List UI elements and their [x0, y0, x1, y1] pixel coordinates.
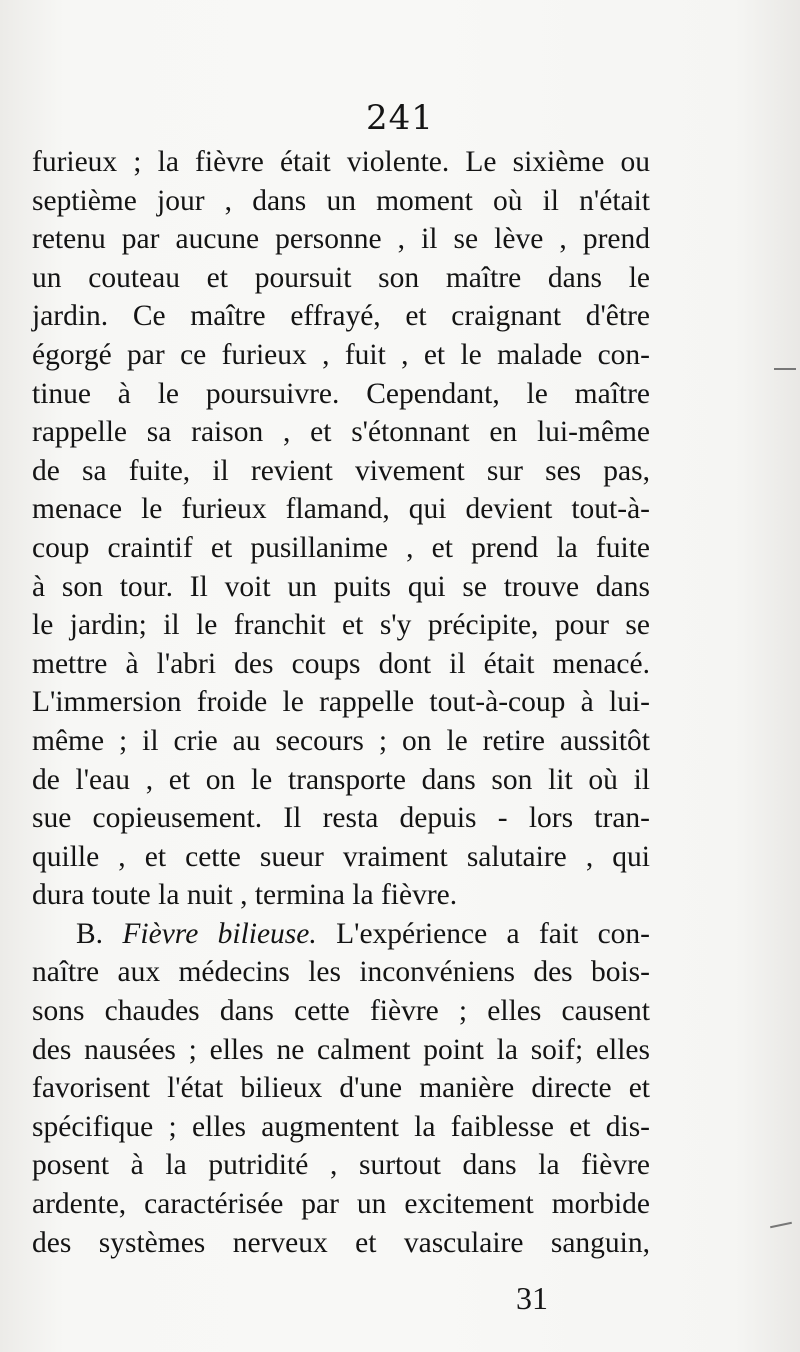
page-number: 241 — [366, 98, 434, 138]
text-line: tinue à le poursuivre. Cependant, le maître — [32, 377, 650, 410]
text-line: furieux ; la fièvre était violente. Le sixième ou — [32, 146, 650, 178]
text-line: des nausées ; elles ne calment point la soif; elles — [32, 1033, 650, 1066]
page-body-text — [32, 143, 650, 1262]
margin-stroke — [774, 368, 796, 370]
signature-mark: 31 — [516, 1280, 548, 1316]
section-label: B. — [76, 917, 104, 950]
text-line: dura toute la nuit , termina la fièvre. — [32, 879, 458, 912]
text-line: même ; il crie au secours ; on le retire aussitôt — [32, 724, 650, 757]
text-line: favorisent l'état bilieux d'une manière directe et — [32, 1072, 650, 1105]
text-line: le jardin; il le franchit et s'y précipite, pour se — [32, 609, 650, 642]
text-line: un couteau et poursuit son maître dans le — [32, 261, 650, 294]
text-line: sue copieusement. Il resta depuis - lors tran- — [32, 802, 650, 835]
text-line: ardente, caractérisée par un excitement morbide — [32, 1188, 650, 1221]
section-b-first-line — [32, 915, 650, 954]
text-line: mettre à l'abri des coups dont il était menacé. — [32, 647, 650, 680]
text-line: quille , et cette sueur vraiment salutaire , qui — [32, 840, 650, 873]
text-line: naître aux médecins les inconvéniens des bois- — [32, 956, 650, 989]
text-line: retenu par aucune personne , il se lève , prend — [32, 223, 650, 256]
text-line: de sa fuite, il revient vivement sur ses pas, — [32, 454, 650, 487]
text-line: des systèmes nerveux et vasculaire sanguin, — [32, 1226, 650, 1259]
text-line: coup craintif et pusillanime , et prend la fuite — [32, 531, 650, 564]
text-line: égorgé par ce furieux , fuit , et le malade con- — [32, 338, 650, 371]
section-title: Fièvre bilieuse. — [122, 917, 317, 950]
text-line: septième jour , dans un moment où il n'était — [32, 184, 650, 217]
text-line: menace le furieux flamand, qui devient tout-à- — [32, 493, 650, 526]
text-line: rappelle sa raison , et s'étonnant en lui-même — [32, 416, 650, 449]
text-line: L'immersion froide le rappelle tout-à-coup à lui- — [32, 686, 650, 719]
section-first-line-text: L'expérience a fait con- — [336, 917, 651, 950]
text-line: de l'eau , et on le transporte dans son lit où il — [32, 763, 650, 796]
text-line: sons chaudes dans cette fièvre ; elles causent — [32, 995, 650, 1028]
margin-stroke — [770, 1222, 792, 1229]
text-line: spécifique ; elles augmentent la faiblesse et dis- — [32, 1110, 650, 1143]
text-line: jardin. Ce maître effrayé, et craignant d'être — [32, 300, 650, 333]
text-line: à son tour. Il voit un puits qui se trouve dans — [32, 570, 650, 603]
text-line: posent à la putridité , surtout dans la fièvre — [32, 1149, 650, 1182]
